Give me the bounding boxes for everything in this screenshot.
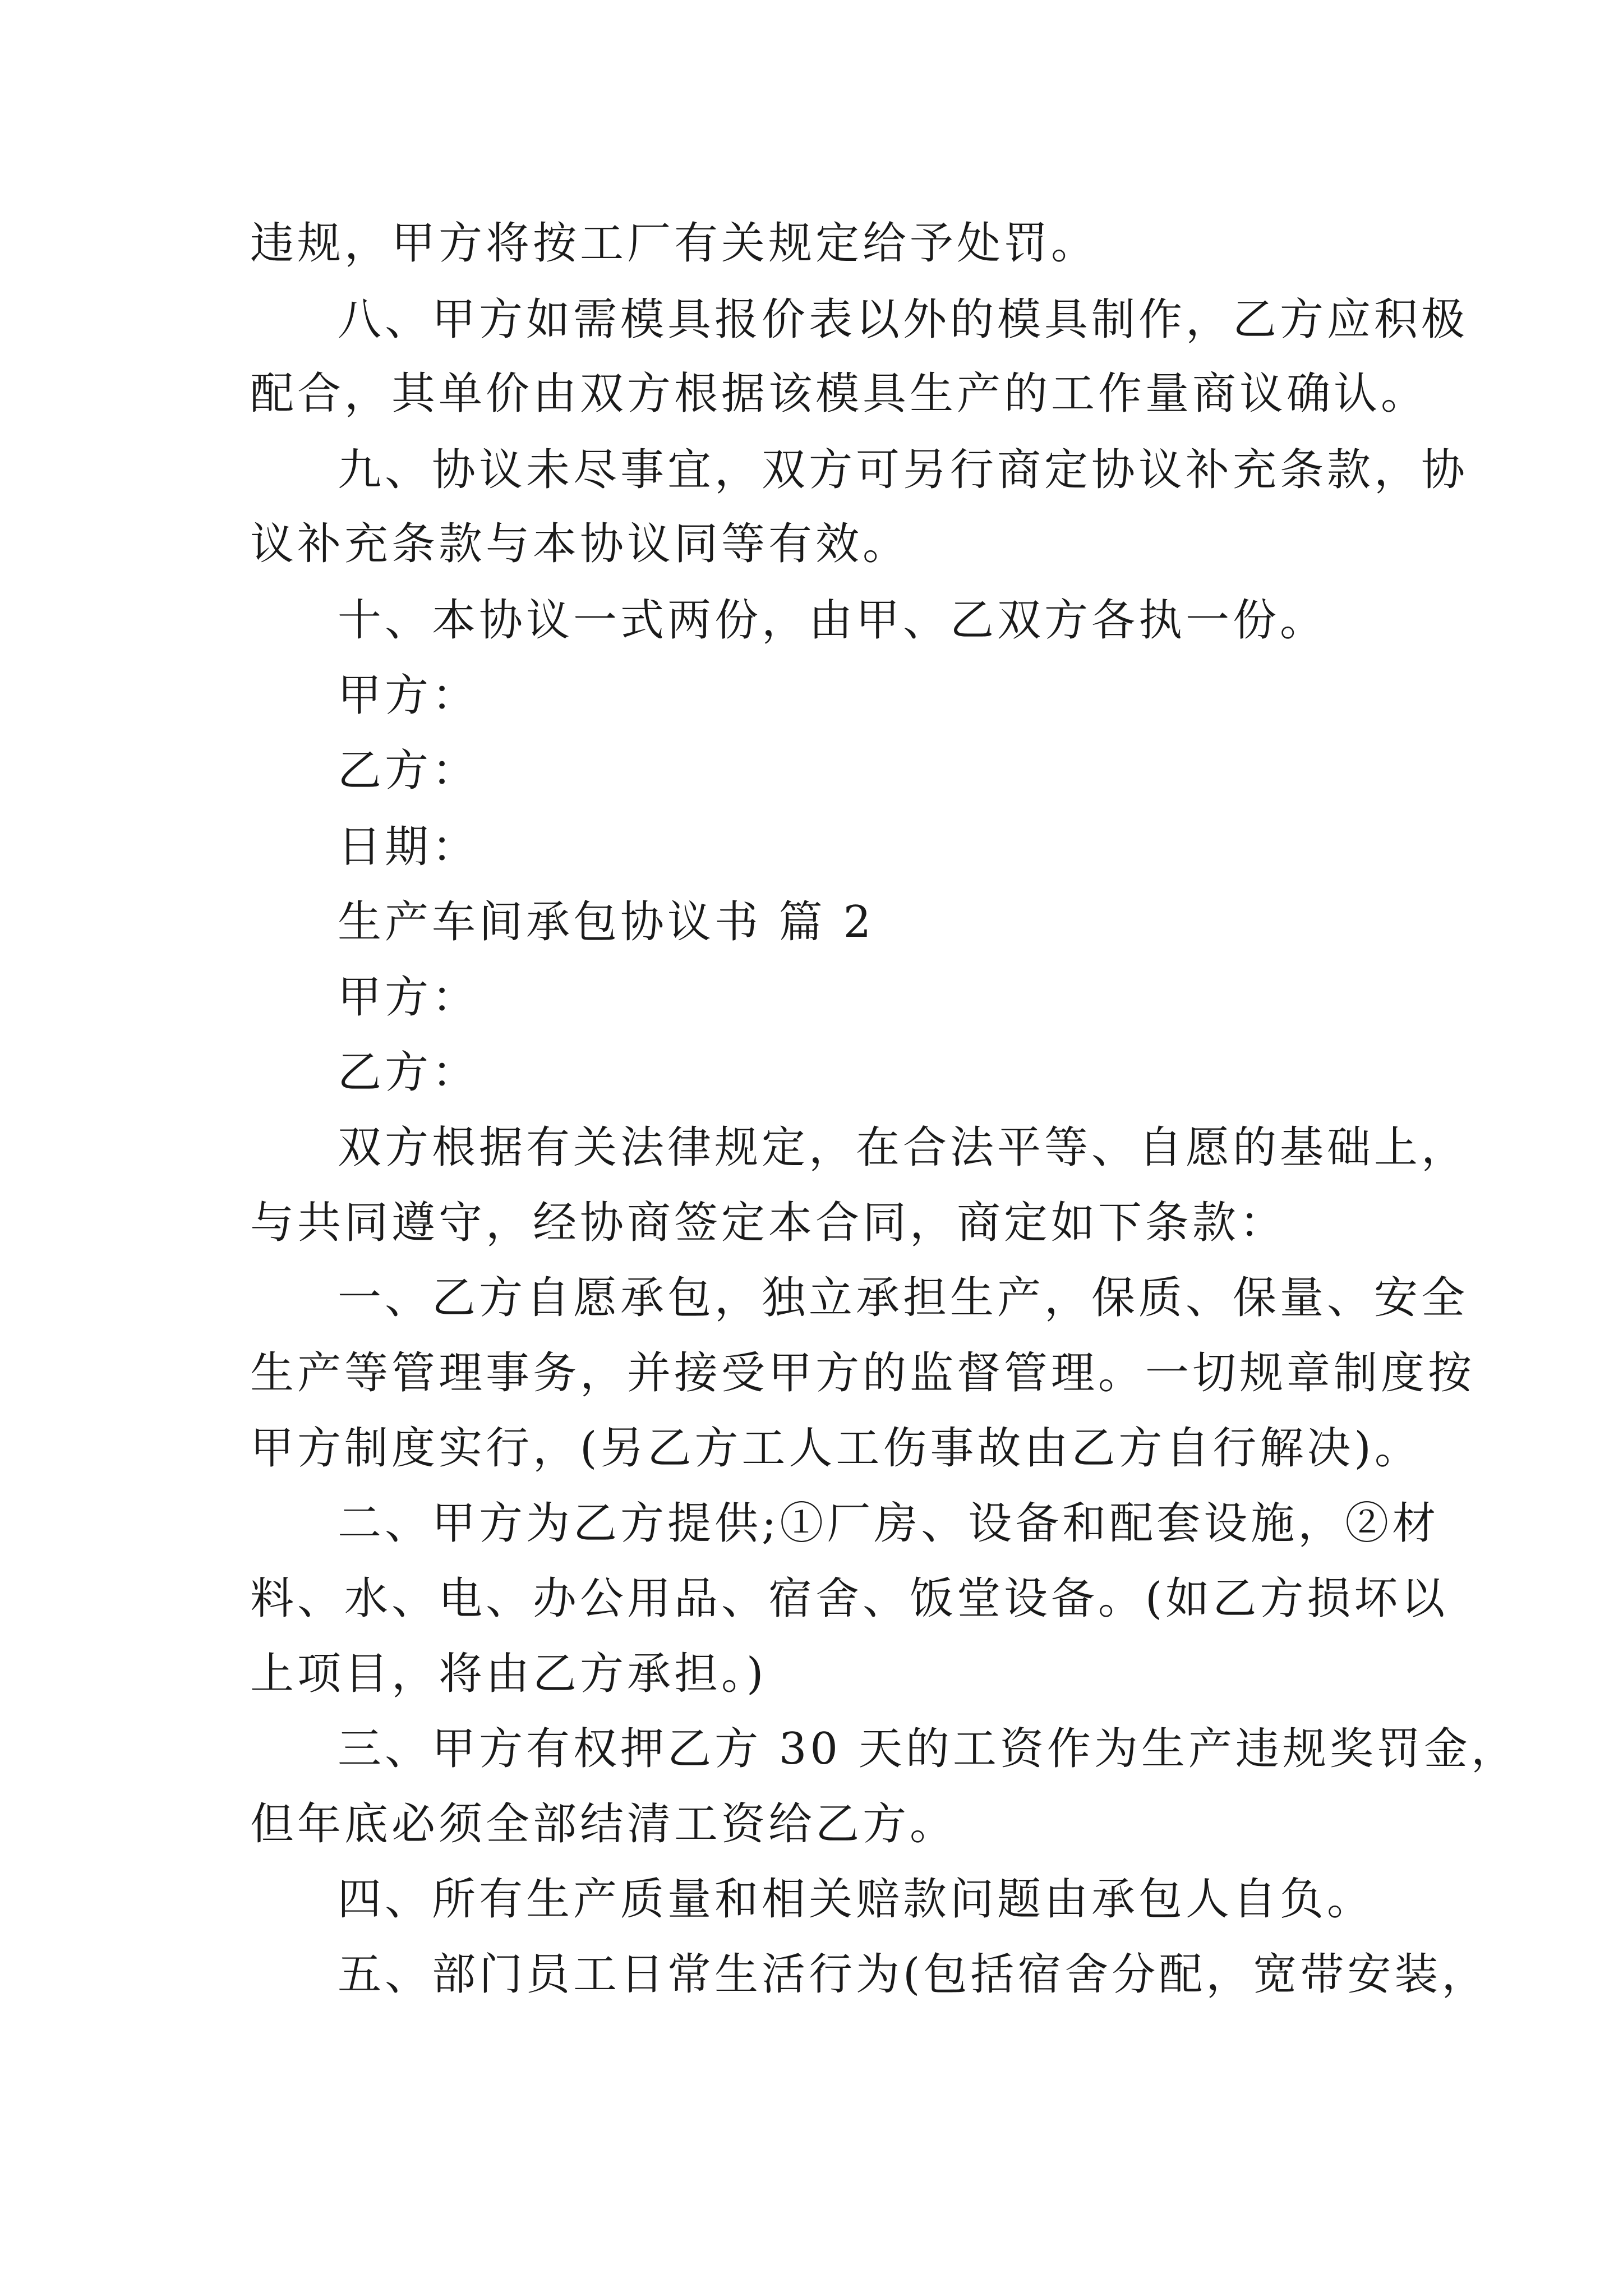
text-line: 生产等管理事务，并接受甲方的监督管理。一切规章制度按 xyxy=(250,1348,1476,1398)
text-line: 十、本协议一式两份，由甲、乙双方各执一份。 xyxy=(338,595,1327,646)
text-line: 双方根据有关法律规定，在合法平等、自愿的基础上， xyxy=(338,1122,1469,1173)
text-line: 二、甲方为乙方提供;①厂房、设备和配套设施，②材 xyxy=(338,1498,1440,1549)
party-b-label: 乙方： xyxy=(338,746,479,796)
text-line: 九、协议未尽事宜，双方可另行商定协议补充条款，协 xyxy=(338,445,1469,495)
party-a-label: 甲方： xyxy=(338,670,479,721)
text-line: 配合，其单价由双方根据该模具生产的工作量商议确认。 xyxy=(250,369,1428,419)
text-line: 但年底必须全部结清工资给乙方。 xyxy=(250,1799,957,1849)
text-line: 四、所有生产质量和相关赔款问题由承包人自负。 xyxy=(338,1874,1375,1925)
party-a-label: 甲方： xyxy=(338,972,479,1023)
text-line: 五、部门员工日常生活行为(包括宿舍分配，宽带安装， xyxy=(338,1949,1489,2000)
section-heading: 生产车间承包协议书 篇 2 xyxy=(338,897,875,947)
text-line: 三、甲方有权押乙方 30 天的工资作为生产违规奖罚金， xyxy=(338,1724,1518,1774)
date-label: 日期： xyxy=(338,822,479,872)
text-line: 与共同遵守，经协商签定本合同，商定如下条款： xyxy=(250,1198,1287,1248)
text-line: 八、甲方如需模具报价表以外的模具制作，乙方应积极 xyxy=(338,295,1469,345)
text-line: 违规，甲方将按工厂有关规定给予处罚。 xyxy=(250,218,1099,269)
text-line: 甲方制度实行，(另乙方工人工伤事故由乙方自行解决)。 xyxy=(250,1423,1422,1474)
text-line: 一、乙方自愿承包，独立承担生产，保质、保量、安全 xyxy=(338,1273,1469,1323)
party-b-label: 乙方： xyxy=(338,1047,479,1098)
text-line: 料、水、电、办公用品、宿舍、饭堂设备。(如乙方损坏以 xyxy=(250,1573,1449,1624)
text-line: 上项目，将由乙方承担。) xyxy=(250,1649,767,1699)
text-line: 议补充条款与本协议同等有效。 xyxy=(250,519,910,569)
